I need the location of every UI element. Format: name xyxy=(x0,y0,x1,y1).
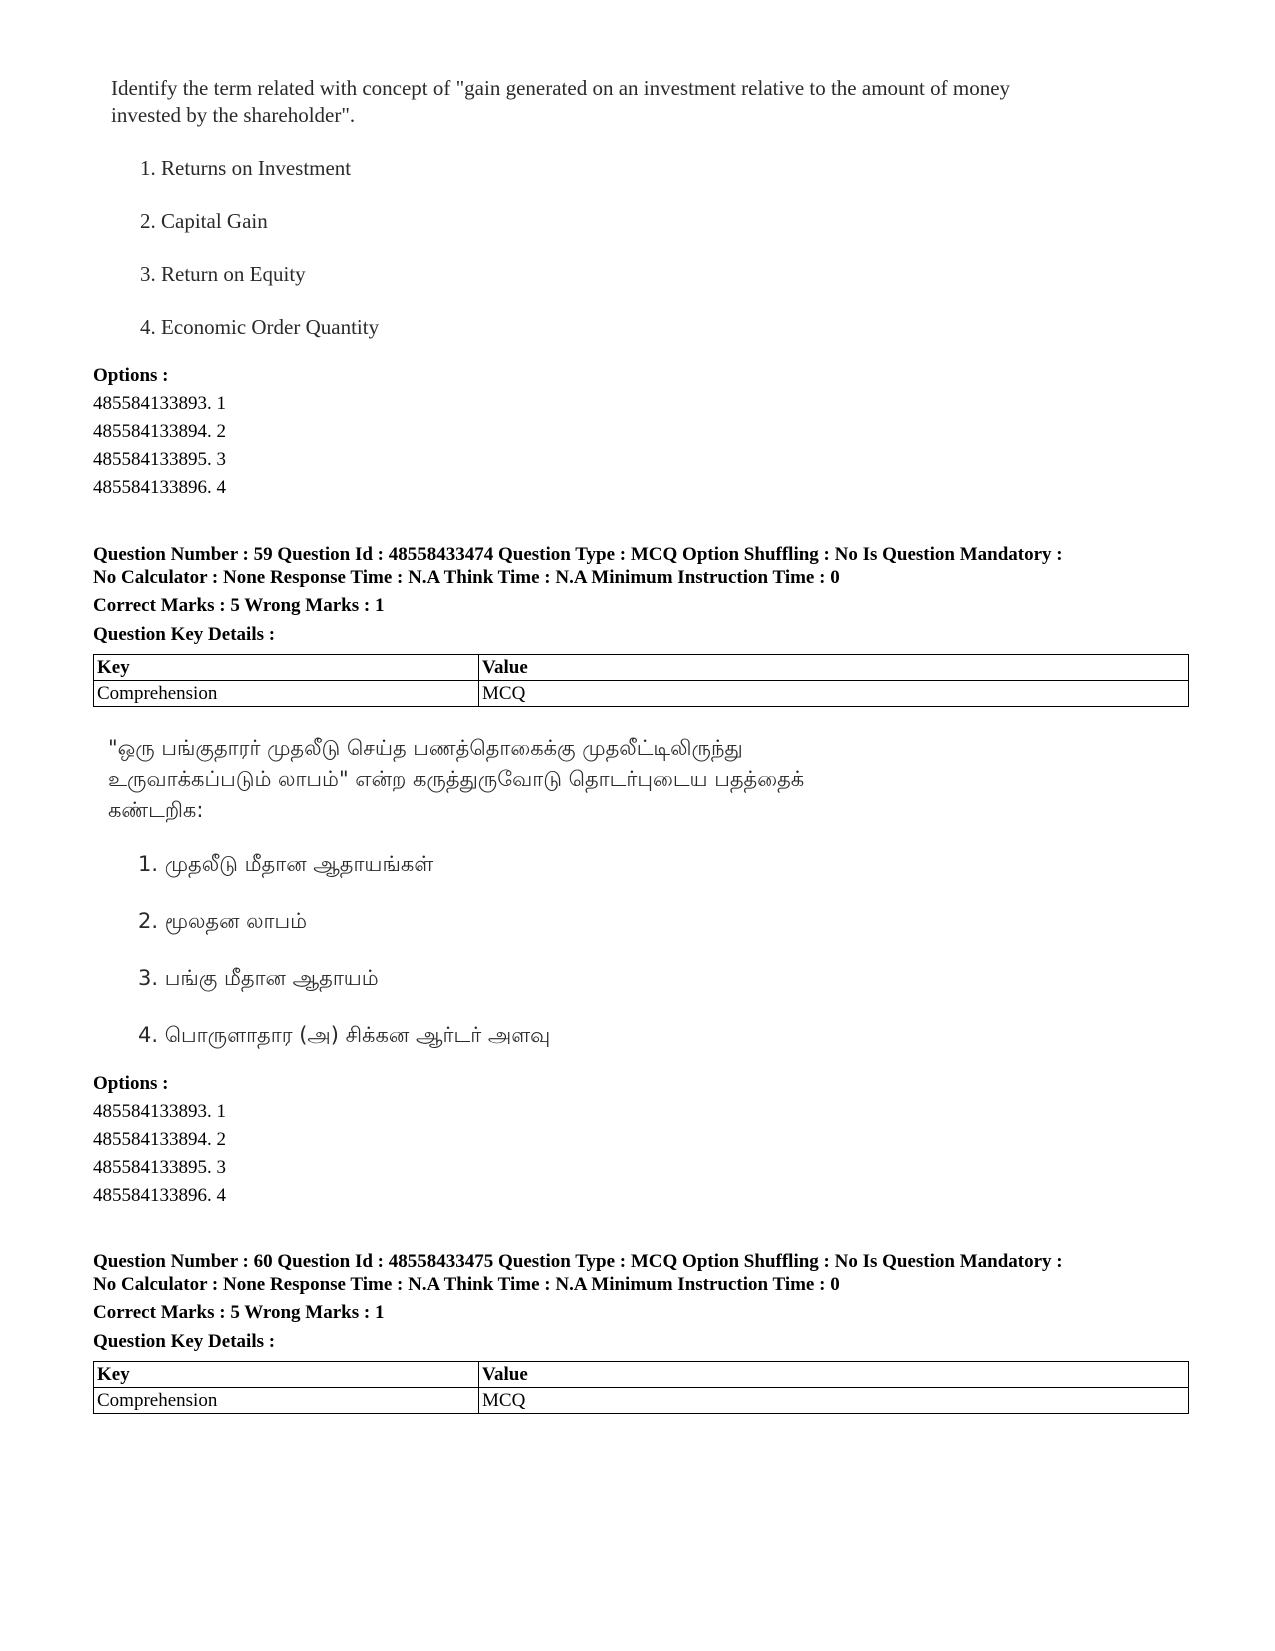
question-item: 4. Economic Order Quantity xyxy=(140,315,380,339)
question-meta: No Calculator : None Response Time : N.A Think Time : N.A Minimum Instruction Time : 0 xyxy=(93,1274,840,1295)
question-item: 1. முதலீடு மீதான ஆதாயங்கள் xyxy=(138,852,434,876)
question-item: 2. மூலதன லாபம் xyxy=(138,909,308,933)
table-cell: Comprehension xyxy=(94,681,479,707)
question-meta: Question Number : 60 Question Id : 48558433475 Question Type : MCQ Option Shuffling : No Is Question Mandatory : xyxy=(93,1251,1063,1272)
question-stem-line: கண்டறிக: xyxy=(108,798,204,822)
table-header-cell: Key xyxy=(94,1362,479,1388)
key-value-table xyxy=(93,654,1189,707)
question-item: 2. Capital Gain xyxy=(140,209,268,233)
question-item: 4. பொருளாதார (அ) சிக்கன ஆர்டர் அளவு xyxy=(138,1023,551,1047)
options-label: Options : xyxy=(93,1073,169,1094)
option-line: 485584133895. 3 xyxy=(93,1157,226,1178)
question-marks: Correct Marks : 5 Wrong Marks : 1 xyxy=(93,595,385,616)
option-line: 485584133896. 4 xyxy=(93,477,226,498)
question-meta: No Calculator : None Response Time : N.A Think Time : N.A Minimum Instruction Time : 0 xyxy=(93,567,840,588)
key-details-label: Question Key Details : xyxy=(93,1331,276,1352)
key-value-table xyxy=(93,1361,1189,1414)
question-item: 3. Return on Equity xyxy=(140,262,306,286)
table-row xyxy=(94,681,1189,707)
table-header-cell: Key xyxy=(94,655,479,681)
question-marks: Correct Marks : 5 Wrong Marks : 1 xyxy=(93,1302,385,1323)
option-line: 485584133893. 1 xyxy=(93,393,226,414)
table-cell: MCQ xyxy=(479,1388,1189,1414)
options-label: Options : xyxy=(93,365,169,386)
key-details-label: Question Key Details : xyxy=(93,624,276,645)
table-cell: MCQ xyxy=(479,681,1189,707)
table-header-cell: Value xyxy=(479,655,1189,681)
option-line: 485584133894. 2 xyxy=(93,1129,226,1150)
question-stem-line: invested by the shareholder". xyxy=(111,103,356,127)
question-stem-line: Identify the term related with concept of "gain generated on an investment relative to the amount of money xyxy=(111,76,1011,100)
option-line: 485584133896. 4 xyxy=(93,1185,226,1206)
question-meta: Question Number : 59 Question Id : 48558433474 Question Type : MCQ Option Shuffling : No Is Question Mandatory : xyxy=(93,544,1063,565)
question-stem-line: "ஒரு பங்குதாரர் முதலீடு செய்த பணத்தொகைக்கு முதலீட்டிலிருந்து xyxy=(108,736,743,760)
table-header-cell: Value xyxy=(479,1362,1189,1388)
question-item: 1. Returns on Investment xyxy=(140,156,352,180)
table-row xyxy=(94,1388,1189,1414)
table-header-row xyxy=(94,655,1189,681)
option-line: 485584133895. 3 xyxy=(93,449,226,470)
option-line: 485584133893. 1 xyxy=(93,1101,226,1122)
question-item: 3. பங்கு மீதான ஆதாயம் xyxy=(138,966,379,990)
question-stem-line: உருவாக்கப்படும் லாபம்" என்ற கருத்துருவோடு தொடர்புடைய பதத்தைக் xyxy=(108,767,805,791)
table-cell: Comprehension xyxy=(94,1388,479,1414)
option-line: 485584133894. 2 xyxy=(93,421,226,442)
table-header-row xyxy=(94,1362,1189,1388)
